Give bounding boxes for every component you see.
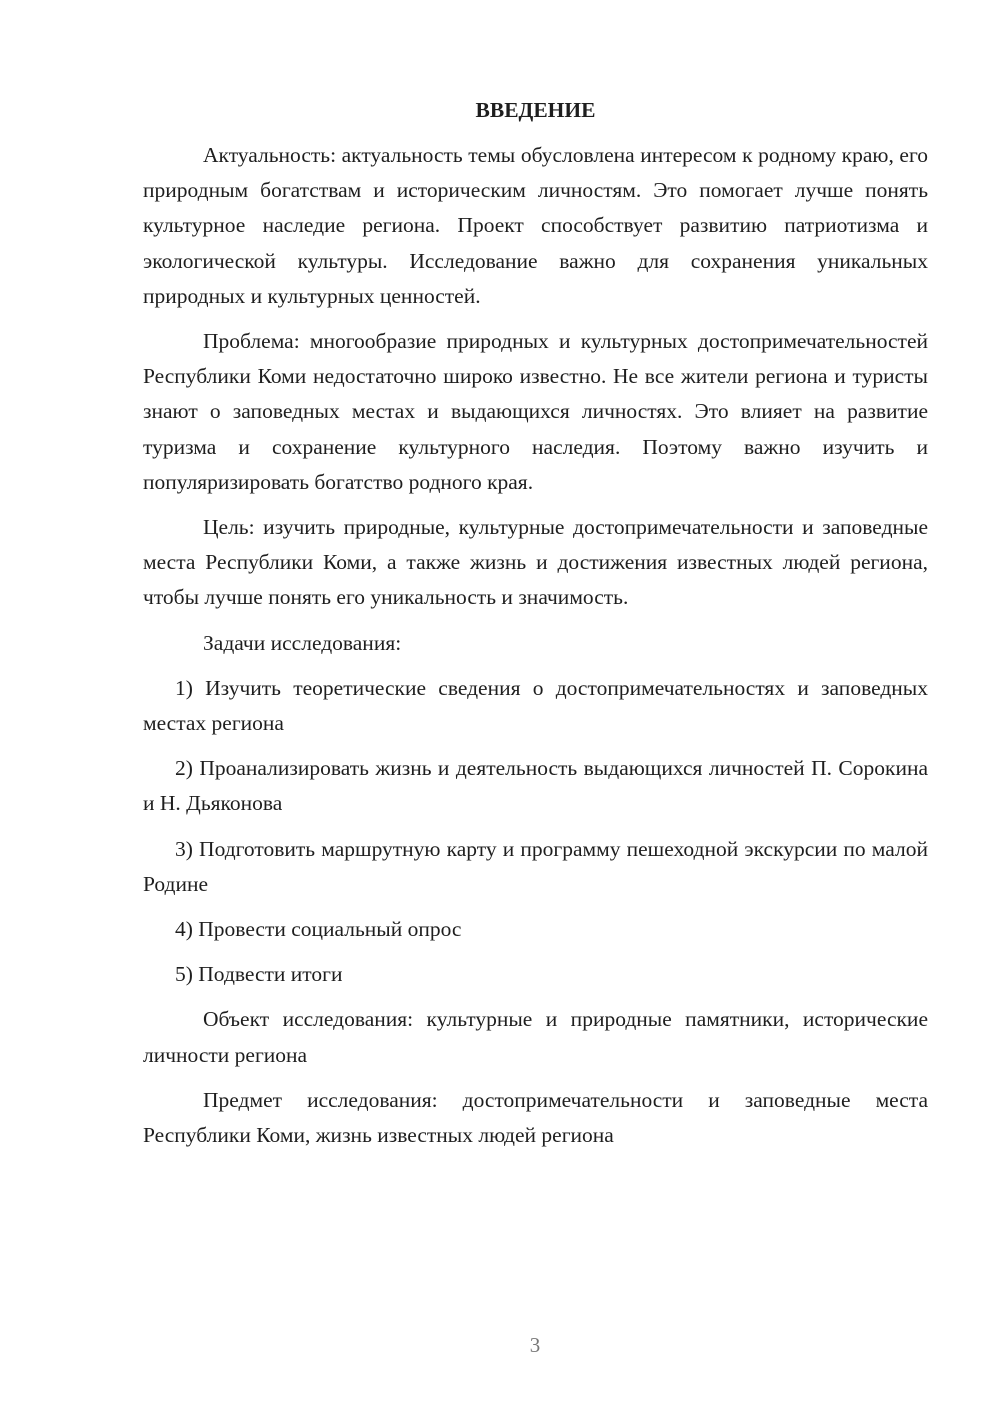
paragraph-relevance: Актуальность: актуальность темы обусловлена интересом к родному краю, его природным богатствам и историческим личностям. Это помогает лучше понять культурное наследие региона. Проект способствует развитию патриотизма и экологической культуры. Исследование важно для сохранения уникальных природных и культурных ценностей. (143, 143, 928, 308)
task-item-3: 3) Подготовить маршрутную карту и программу пешеходной экскурсии по малой Родине (143, 836, 928, 896)
paragraph-problem: Проблема: многообразие природных и культурных достопримечательностей Республики Коми недостаточно широко известно. Не все жители региона и туристы знают о заповедных местах и выдающихся личностях. Это влияет на развитие туризма и сохранение культурного наследия. Поэтому важно изучить и популяризировать богатство родного края. (143, 329, 928, 494)
task-item-5: 5) Подвести итоги (175, 962, 343, 987)
paragraph-object: Объект исследования: культурные и природные памятники, исторические личности региона (143, 1007, 928, 1067)
document-page (143, 93, 928, 1163)
tasks-heading: Задачи исследования: (203, 630, 402, 655)
paragraph-subject: Предмет исследования: достопримечательности и заповедные места Республики Коми, жизнь известных людей региона (143, 1087, 928, 1148)
page-number: 3 (529, 1333, 541, 1357)
task-item-4: 4) Провести социальный опрос (175, 917, 462, 942)
page-title: ВВЕДЕНИЕ (475, 98, 596, 122)
task-item-2: 2) Проанализировать жизнь и деятельность выдающихся личностей П. Сорокина и Н. Дьяконова (143, 756, 928, 816)
paragraph-goal: Цель: изучить природные, культурные достопримечательности и заповедные места Республики Коми, а также жизнь и достижения известных людей региона, чтобы лучше понять его уникальность и значимость. (143, 515, 928, 610)
task-item-1: 1) Изучить теоретические сведения о достопримечательностях и заповедных местах региона (143, 675, 928, 736)
